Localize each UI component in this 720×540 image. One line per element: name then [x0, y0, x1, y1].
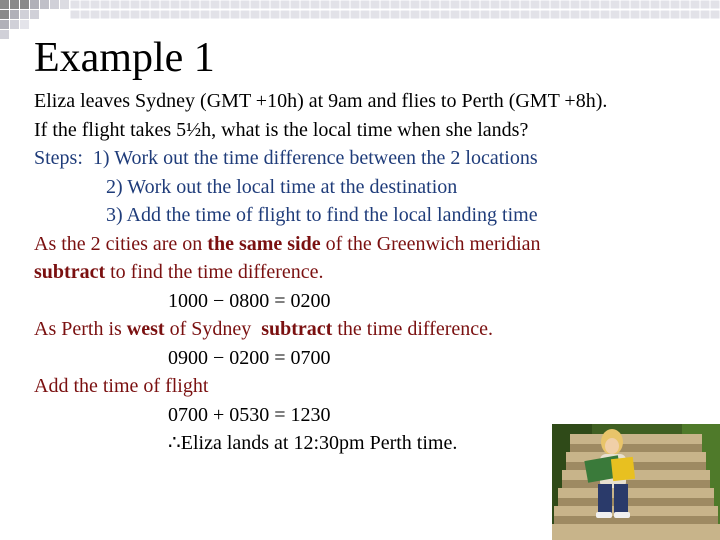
- conclusion-text: Eliza lands at 12:30pm Perth time.: [180, 432, 458, 454]
- rule-2-post: the time difference.: [332, 318, 494, 340]
- rule-3-line: Add the time of flight: [34, 375, 209, 397]
- slide-body: [34, 87, 720, 458]
- rule-2-mid: of Sydney: [164, 318, 257, 340]
- step-1-text: 1) Work out the time difference between the 2 locations: [92, 147, 538, 169]
- calculation-3: 0700 + 0530 = 1230: [168, 403, 331, 426]
- rule-1-line-2: [34, 258, 720, 287]
- rule-2-emph-subtract: subtract: [261, 318, 333, 340]
- rule-1-emph-subtract: subtract: [34, 261, 106, 283]
- rule-1-line-1: [34, 230, 720, 259]
- step-3-text: 3) Add the time of flight to find the local landing time: [106, 204, 538, 226]
- calculation-1: 1000 − 0800 = 0200: [168, 289, 331, 312]
- steps-step-1: [34, 144, 720, 173]
- rule-1-emph-same-side: the same side: [207, 232, 321, 255]
- therefore-symbol: ∴: [168, 432, 181, 454]
- rule-1-post: of the Greenwich meridian: [320, 232, 541, 255]
- calculation-2: 0900 − 0200 = 0700: [168, 346, 331, 369]
- rule-1-pre: As the 2 cities are on: [34, 232, 208, 255]
- rule-2-pre: As Perth is: [34, 318, 127, 340]
- rule-2-emph-west: west: [126, 318, 165, 340]
- question-line-2: If the flight takes 5½h, what is the local time when she lands?: [34, 118, 529, 141]
- rule-1-tail: to find the time difference.: [105, 261, 324, 283]
- question-line-1: Eliza leaves Sydney (GMT +10h) at 9am and flies to Perth (GMT +8h).: [34, 90, 608, 112]
- rule-2-line: [34, 315, 720, 344]
- step-2-text: 2) Work out the local time at the destination: [106, 175, 458, 198]
- slide-title: Example 1: [34, 35, 215, 81]
- steps-label: Steps:: [34, 147, 83, 169]
- photo-girl-reading-icon: [552, 424, 720, 540]
